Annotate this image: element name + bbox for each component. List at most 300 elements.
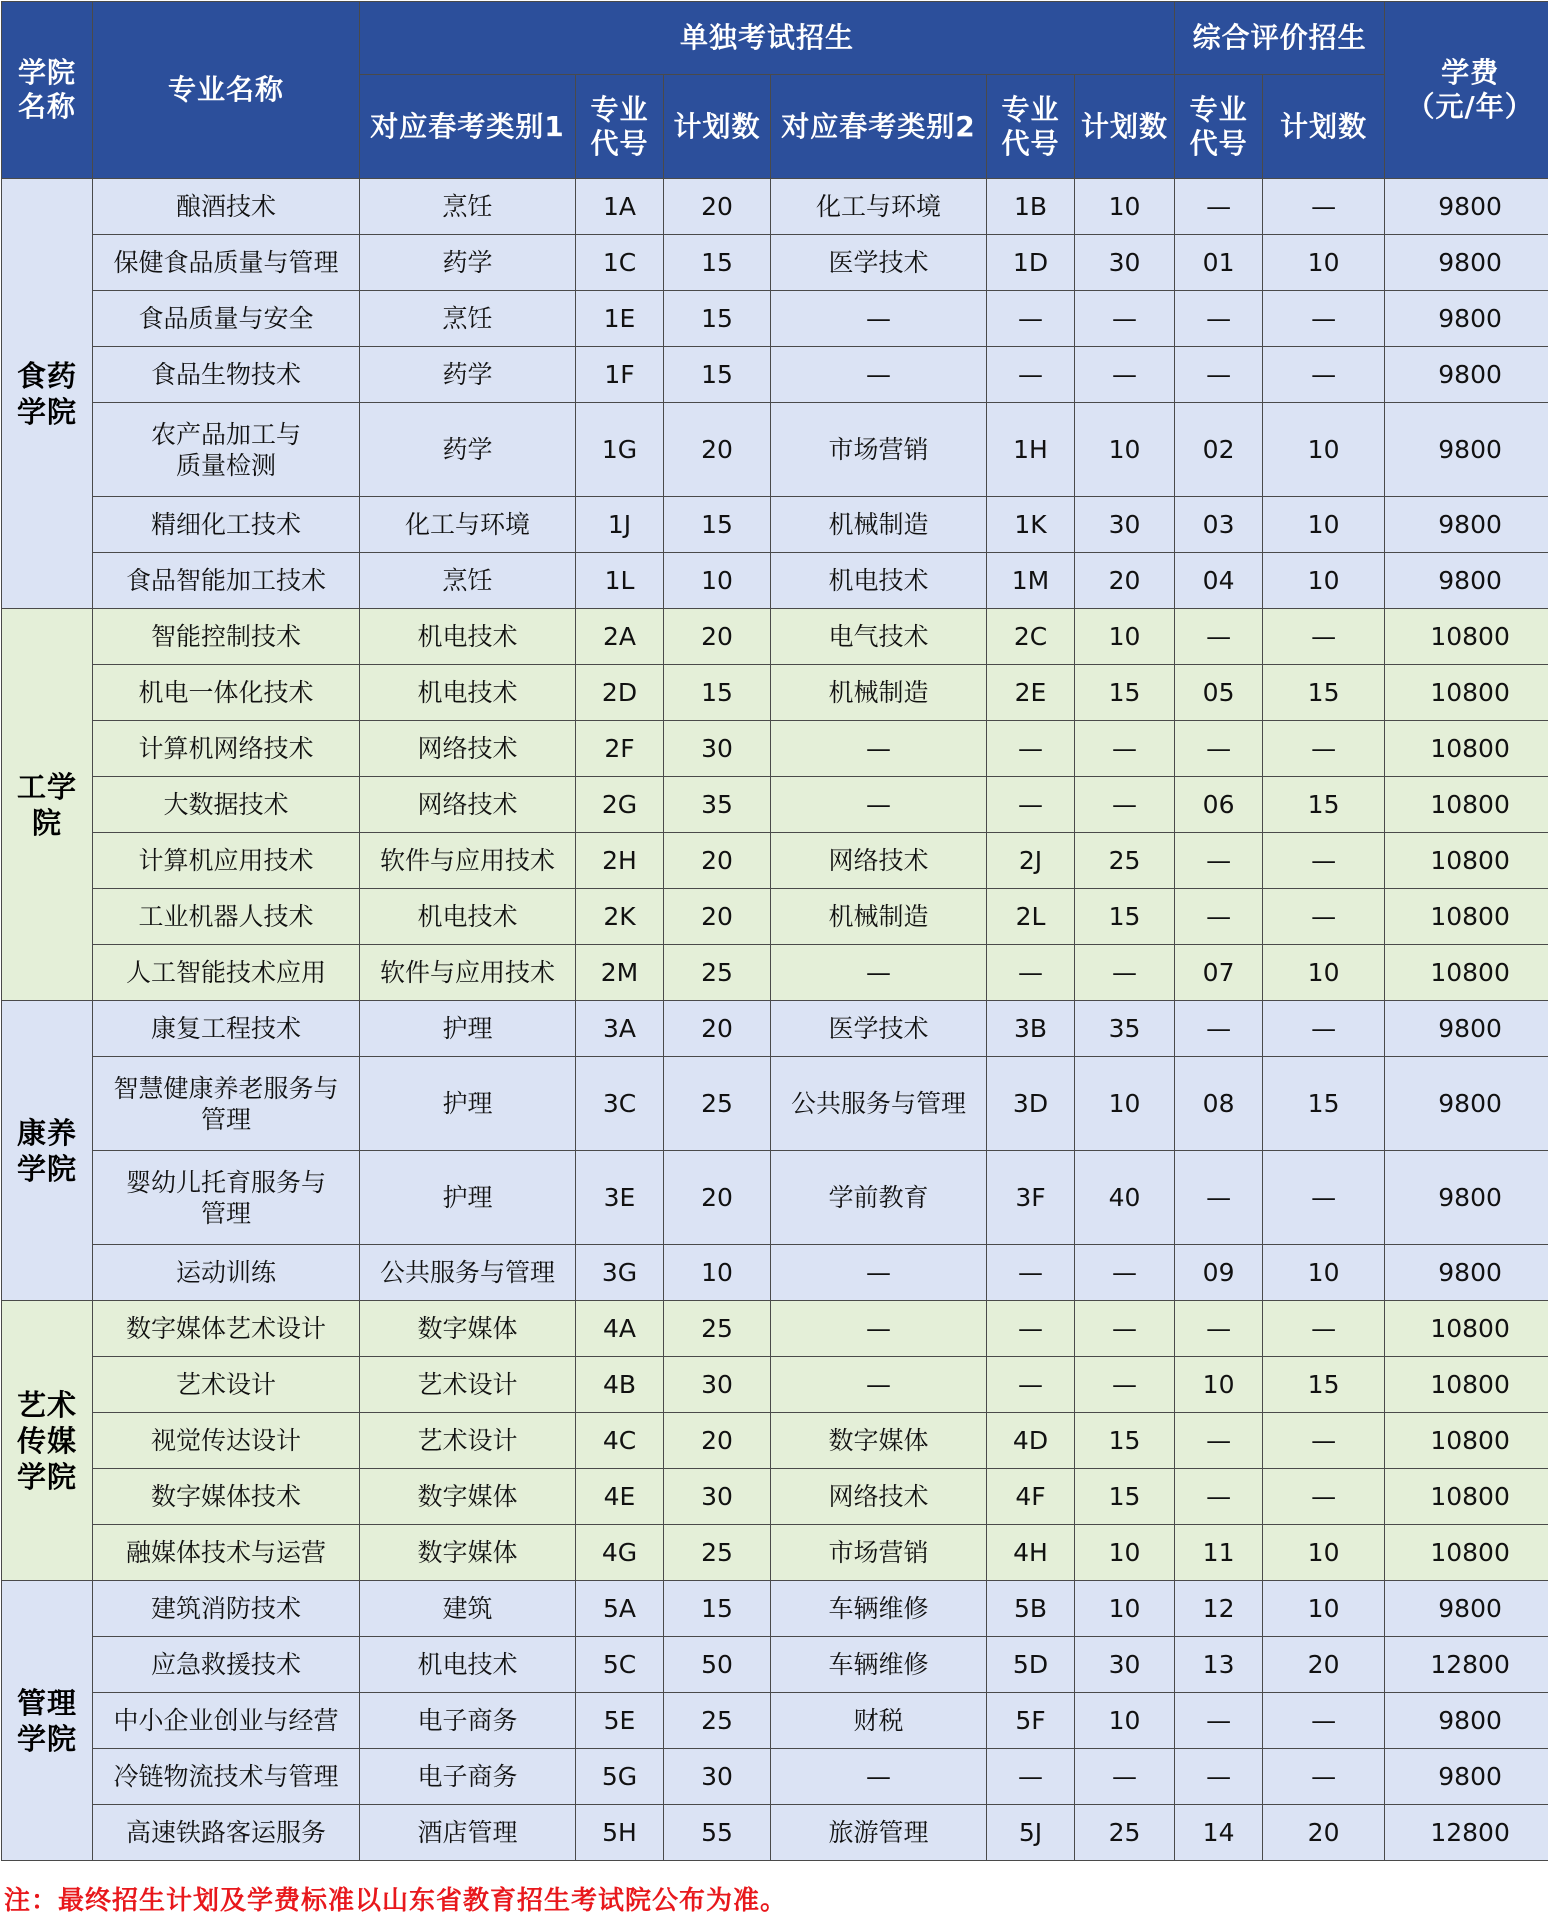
cell-code-3: — <box>1175 1151 1263 1245</box>
cell-category-2: 医学技术 <box>771 235 987 291</box>
cell-major: 应急救援技术 <box>93 1637 360 1693</box>
cell-major: 食品质量与安全 <box>93 291 360 347</box>
table-row <box>2 235 1548 291</box>
cell-plan-2: 15 <box>1075 665 1175 721</box>
cell-category-2: — <box>771 1301 987 1357</box>
cell-code-3: 13 <box>1175 1637 1263 1693</box>
table-row <box>2 1525 1548 1581</box>
cell-code-1: 3C <box>576 1057 664 1151</box>
cell-plan-1: 15 <box>664 497 771 553</box>
cell-tuition: 9800 <box>1385 1749 1548 1805</box>
cell-tuition: 10800 <box>1385 665 1548 721</box>
cell-plan-1: 20 <box>664 1413 771 1469</box>
cell-category-2: — <box>771 291 987 347</box>
cell-code-3: 05 <box>1175 665 1263 721</box>
cell-code-3: 06 <box>1175 777 1263 833</box>
cell-code-2: 5J <box>987 1805 1075 1861</box>
cell-code-2: 1H <box>987 403 1075 497</box>
cell-tuition: 10800 <box>1385 777 1548 833</box>
cell-plan-3: 10 <box>1263 235 1385 291</box>
table-row <box>2 1693 1548 1749</box>
cell-plan-1: 25 <box>664 1693 771 1749</box>
table-row <box>2 403 1548 497</box>
cell-category-1: 机电技术 <box>360 609 576 665</box>
cell-major: 数字媒体艺术设计 <box>93 1301 360 1357</box>
table-row <box>2 1057 1548 1151</box>
cell-code-2: — <box>987 1245 1075 1301</box>
cell-plan-1: 25 <box>664 945 771 1001</box>
table-row <box>2 497 1548 553</box>
cell-code-1: 3A <box>576 1001 664 1057</box>
cell-code-3: 04 <box>1175 553 1263 609</box>
table-row <box>2 889 1548 945</box>
cell-category-1: 艺术设计 <box>360 1413 576 1469</box>
cell-category-2: — <box>771 945 987 1001</box>
cell-code-3: — <box>1175 1413 1263 1469</box>
cell-code-3: 12 <box>1175 1581 1263 1637</box>
cell-code-3: — <box>1175 721 1263 777</box>
cell-plan-1: 20 <box>664 1001 771 1057</box>
college-name: 管理 学院 <box>2 1581 93 1861</box>
cell-category-2: 机电技术 <box>771 553 987 609</box>
cell-plan-2: — <box>1075 1749 1175 1805</box>
cell-code-2: 1D <box>987 235 1075 291</box>
cell-code-2: 3B <box>987 1001 1075 1057</box>
cell-code-1: 3E <box>576 1151 664 1245</box>
header-code-2: 专业 代号 <box>987 75 1075 179</box>
cell-category-2: 机械制造 <box>771 497 987 553</box>
cell-code-2: 1K <box>987 497 1075 553</box>
cell-category-1: 电子商务 <box>360 1693 576 1749</box>
cell-major: 食品智能加工技术 <box>93 553 360 609</box>
cell-category-2: — <box>771 721 987 777</box>
cell-code-2: 3F <box>987 1151 1075 1245</box>
cell-code-1: 2F <box>576 721 664 777</box>
cell-code-1: 4B <box>576 1357 664 1413</box>
cell-major: 工业机器人技术 <box>93 889 360 945</box>
cell-category-2: 公共服务与管理 <box>771 1057 987 1151</box>
cell-tuition: 9800 <box>1385 1001 1548 1057</box>
cell-tuition: 9800 <box>1385 235 1548 291</box>
cell-plan-2: 20 <box>1075 553 1175 609</box>
header-plan-1: 计划数 <box>664 75 771 179</box>
cell-plan-2: — <box>1075 777 1175 833</box>
cell-plan-3: 10 <box>1263 945 1385 1001</box>
cell-category-1: 软件与应用技术 <box>360 833 576 889</box>
cell-major: 食品生物技术 <box>93 347 360 403</box>
cell-plan-1: 10 <box>664 553 771 609</box>
cell-code-3: 08 <box>1175 1057 1263 1151</box>
table-row <box>2 833 1548 889</box>
cell-code-3: 14 <box>1175 1805 1263 1861</box>
cell-category-2: — <box>771 1749 987 1805</box>
cell-code-1: 1G <box>576 403 664 497</box>
cell-plan-1: 20 <box>664 179 771 235</box>
cell-plan-2: 25 <box>1075 1805 1175 1861</box>
cell-code-1: 2D <box>576 665 664 721</box>
cell-code-2: — <box>987 1301 1075 1357</box>
table-row <box>2 347 1548 403</box>
table-row <box>2 1581 1548 1637</box>
cell-plan-1: 35 <box>664 777 771 833</box>
cell-plan-1: 30 <box>664 721 771 777</box>
cell-plan-3: 15 <box>1263 777 1385 833</box>
cell-major: 酿酒技术 <box>93 179 360 235</box>
college-name: 工学 院 <box>2 609 93 1001</box>
cell-plan-1: 25 <box>664 1057 771 1151</box>
cell-code-1: 4E <box>576 1469 664 1525</box>
cell-code-2: 3D <box>987 1057 1075 1151</box>
cell-plan-3: 10 <box>1263 497 1385 553</box>
cell-category-1: 公共服务与管理 <box>360 1245 576 1301</box>
cell-code-2: — <box>987 721 1075 777</box>
cell-code-2: 2J <box>987 833 1075 889</box>
cell-plan-2: — <box>1075 945 1175 1001</box>
table-row <box>2 1151 1548 1245</box>
cell-category-2: 医学技术 <box>771 1001 987 1057</box>
cell-code-3: 11 <box>1175 1525 1263 1581</box>
cell-category-1: 护理 <box>360 1151 576 1245</box>
cell-code-1: 1A <box>576 179 664 235</box>
cell-code-2: — <box>987 777 1075 833</box>
cell-code-1: 1E <box>576 291 664 347</box>
cell-plan-3: — <box>1263 1469 1385 1525</box>
cell-category-1: 数字媒体 <box>360 1301 576 1357</box>
cell-code-3: — <box>1175 1749 1263 1805</box>
cell-plan-2: 15 <box>1075 1469 1175 1525</box>
cell-category-1: 建筑 <box>360 1581 576 1637</box>
cell-plan-3: — <box>1263 609 1385 665</box>
cell-category-1: 药学 <box>360 403 576 497</box>
cell-code-2: 1B <box>987 179 1075 235</box>
cell-plan-3: — <box>1263 721 1385 777</box>
cell-plan-3: 20 <box>1263 1805 1385 1861</box>
cell-plan-3: — <box>1263 1693 1385 1749</box>
cell-tuition: 10800 <box>1385 609 1548 665</box>
cell-plan-1: 20 <box>664 403 771 497</box>
cell-plan-3: 10 <box>1263 1581 1385 1637</box>
cell-plan-2: — <box>1075 1301 1175 1357</box>
table-row <box>2 1805 1548 1861</box>
cell-code-2: 2C <box>987 609 1075 665</box>
table-header <box>2 2 1548 179</box>
cell-major: 智慧健康养老服务与 管理 <box>93 1057 360 1151</box>
cell-category-2: 车辆维修 <box>771 1581 987 1637</box>
cell-category-2: — <box>771 777 987 833</box>
cell-plan-1: 30 <box>664 1469 771 1525</box>
cell-major: 精细化工技术 <box>93 497 360 553</box>
cell-plan-3: 10 <box>1263 1525 1385 1581</box>
table-row <box>2 1469 1548 1525</box>
cell-plan-3: — <box>1263 1151 1385 1245</box>
cell-tuition: 10800 <box>1385 721 1548 777</box>
cell-code-3: 01 <box>1175 235 1263 291</box>
table-body <box>2 179 1548 1861</box>
table-row <box>2 609 1548 665</box>
cell-tuition: 10800 <box>1385 1301 1548 1357</box>
cell-code-1: 3G <box>576 1245 664 1301</box>
cell-plan-1: 25 <box>664 1525 771 1581</box>
cell-code-1: 1J <box>576 497 664 553</box>
cell-plan-3: — <box>1263 889 1385 945</box>
table-row <box>2 665 1548 721</box>
cell-tuition: 9800 <box>1385 1245 1548 1301</box>
cell-code-1: 5A <box>576 1581 664 1637</box>
cell-major: 计算机应用技术 <box>93 833 360 889</box>
cell-major: 视觉传达设计 <box>93 1413 360 1469</box>
cell-code-2: — <box>987 945 1075 1001</box>
cell-category-2: 机械制造 <box>771 889 987 945</box>
cell-code-2: 5D <box>987 1637 1075 1693</box>
cell-plan-1: 15 <box>664 291 771 347</box>
cell-plan-3: 10 <box>1263 1245 1385 1301</box>
cell-plan-2: — <box>1075 347 1175 403</box>
cell-plan-2: 10 <box>1075 609 1175 665</box>
cell-major: 数字媒体技术 <box>93 1469 360 1525</box>
cell-tuition: 9800 <box>1385 553 1548 609</box>
cell-plan-3: 20 <box>1263 1637 1385 1693</box>
cell-code-1: 1C <box>576 235 664 291</box>
table-row <box>2 1637 1548 1693</box>
cell-plan-3: 15 <box>1263 665 1385 721</box>
cell-category-1: 护理 <box>360 1001 576 1057</box>
cell-plan-2: — <box>1075 1357 1175 1413</box>
cell-code-1: 4G <box>576 1525 664 1581</box>
cell-category-2: — <box>771 1245 987 1301</box>
cell-category-2: 市场营销 <box>771 1525 987 1581</box>
cell-code-1: 5H <box>576 1805 664 1861</box>
cell-plan-2: 30 <box>1075 235 1175 291</box>
cell-category-2: 学前教育 <box>771 1151 987 1245</box>
cell-code-2: 4D <box>987 1413 1075 1469</box>
cell-code-3: — <box>1175 1693 1263 1749</box>
cell-plan-1: 55 <box>664 1805 771 1861</box>
cell-code-3: — <box>1175 1301 1263 1357</box>
table-row <box>2 777 1548 833</box>
cell-plan-3: — <box>1263 1413 1385 1469</box>
cell-category-1: 烹饪 <box>360 553 576 609</box>
cell-category-1: 化工与环境 <box>360 497 576 553</box>
cell-plan-1: 25 <box>664 1301 771 1357</box>
cell-code-1: 5C <box>576 1637 664 1693</box>
cell-category-1: 酒店管理 <box>360 1805 576 1861</box>
cell-major: 智能控制技术 <box>93 609 360 665</box>
header-code-3: 专业 代号 <box>1175 75 1263 179</box>
header-tuition: 学费 （元/年） <box>1385 2 1548 179</box>
cell-plan-1: 15 <box>664 665 771 721</box>
cell-code-2: 5B <box>987 1581 1075 1637</box>
cell-code-2: 4H <box>987 1525 1075 1581</box>
header-code-1: 专业 代号 <box>576 75 664 179</box>
cell-plan-2: 15 <box>1075 889 1175 945</box>
cell-category-1: 机电技术 <box>360 889 576 945</box>
cell-category-2: 化工与环境 <box>771 179 987 235</box>
cell-category-1: 药学 <box>360 347 576 403</box>
cell-major: 运动训练 <box>93 1245 360 1301</box>
cell-code-3: — <box>1175 889 1263 945</box>
cell-category-1: 烹饪 <box>360 291 576 347</box>
cell-code-3: 07 <box>1175 945 1263 1001</box>
header-single-exam: 单独考试招生 <box>360 2 1175 75</box>
cell-category-2: 旅游管理 <box>771 1805 987 1861</box>
cell-code-2: 4F <box>987 1469 1075 1525</box>
cell-code-1: 2H <box>576 833 664 889</box>
cell-plan-2: 40 <box>1075 1151 1175 1245</box>
cell-tuition: 9800 <box>1385 291 1548 347</box>
cell-plan-3: — <box>1263 833 1385 889</box>
cell-major: 人工智能技术应用 <box>93 945 360 1001</box>
cell-code-1: 5E <box>576 1693 664 1749</box>
cell-code-3: — <box>1175 179 1263 235</box>
cell-plan-3: 15 <box>1263 1357 1385 1413</box>
table-row <box>2 721 1548 777</box>
cell-tuition: 9800 <box>1385 1057 1548 1151</box>
cell-code-3: — <box>1175 1001 1263 1057</box>
cell-code-2: 5F <box>987 1693 1075 1749</box>
cell-tuition: 10800 <box>1385 1413 1548 1469</box>
cell-category-2: 电气技术 <box>771 609 987 665</box>
cell-code-2: — <box>987 1749 1075 1805</box>
cell-plan-1: 30 <box>664 1357 771 1413</box>
cell-code-3: — <box>1175 1469 1263 1525</box>
cell-plan-2: 10 <box>1075 1581 1175 1637</box>
cell-code-1: 2A <box>576 609 664 665</box>
cell-category-1: 网络技术 <box>360 721 576 777</box>
cell-plan-3: — <box>1263 291 1385 347</box>
table-row <box>2 1001 1548 1057</box>
cell-major: 艺术设计 <box>93 1357 360 1413</box>
cell-tuition: 9800 <box>1385 403 1548 497</box>
cell-tuition: 9800 <box>1385 1151 1548 1245</box>
cell-code-2: 2L <box>987 889 1075 945</box>
cell-plan-2: 10 <box>1075 1525 1175 1581</box>
cell-code-2: 2E <box>987 665 1075 721</box>
cell-plan-2: 10 <box>1075 1057 1175 1151</box>
college-name: 康养 学院 <box>2 1001 93 1301</box>
cell-plan-3: 10 <box>1263 403 1385 497</box>
cell-major: 保健食品质量与管理 <box>93 235 360 291</box>
table-row <box>2 553 1548 609</box>
footnote: 注：最终招生计划及学费标准以山东省教育招生考试院公布为准。 <box>4 1886 788 1916</box>
cell-plan-2: 10 <box>1075 1693 1175 1749</box>
cell-tuition: 10800 <box>1385 945 1548 1001</box>
college-name: 艺术 传媒 学院 <box>2 1301 93 1581</box>
cell-tuition: 10800 <box>1385 1469 1548 1525</box>
cell-tuition: 9800 <box>1385 1693 1548 1749</box>
cell-plan-2: — <box>1075 1245 1175 1301</box>
cell-plan-3: — <box>1263 1001 1385 1057</box>
cell-code-1: 5G <box>576 1749 664 1805</box>
cell-plan-2: 30 <box>1075 1637 1175 1693</box>
cell-category-1: 数字媒体 <box>360 1469 576 1525</box>
cell-tuition: 9800 <box>1385 1581 1548 1637</box>
cell-code-1: 1F <box>576 347 664 403</box>
cell-category-1: 护理 <box>360 1057 576 1151</box>
cell-code-3: — <box>1175 609 1263 665</box>
cell-code-2: — <box>987 1357 1075 1413</box>
header-college: 学院 名称 <box>2 2 93 179</box>
cell-plan-2: 10 <box>1075 403 1175 497</box>
cell-plan-1: 30 <box>664 1749 771 1805</box>
cell-category-1: 药学 <box>360 235 576 291</box>
cell-plan-1: 50 <box>664 1637 771 1693</box>
cell-plan-1: 20 <box>664 889 771 945</box>
cell-tuition: 10800 <box>1385 889 1548 945</box>
table-row <box>2 179 1548 235</box>
cell-code-3: — <box>1175 347 1263 403</box>
cell-tuition: 9800 <box>1385 179 1548 235</box>
cell-plan-1: 15 <box>664 1581 771 1637</box>
table-row <box>2 945 1548 1001</box>
cell-plan-2: 10 <box>1075 179 1175 235</box>
cell-tuition: 12800 <box>1385 1637 1548 1693</box>
cell-tuition: 10800 <box>1385 1357 1548 1413</box>
cell-plan-2: — <box>1075 291 1175 347</box>
cell-category-2: — <box>771 1357 987 1413</box>
cell-major: 高速铁路客运服务 <box>93 1805 360 1861</box>
cell-category-2: — <box>771 347 987 403</box>
cell-plan-2: 35 <box>1075 1001 1175 1057</box>
cell-tuition: 10800 <box>1385 833 1548 889</box>
cell-category-1: 烹饪 <box>360 179 576 235</box>
cell-category-1: 数字媒体 <box>360 1525 576 1581</box>
cell-major: 中小企业创业与经营 <box>93 1693 360 1749</box>
cell-plan-3: 15 <box>1263 1057 1385 1151</box>
table-row <box>2 1749 1548 1805</box>
table-row <box>2 291 1548 347</box>
cell-plan-3: — <box>1263 1301 1385 1357</box>
cell-plan-3: — <box>1263 347 1385 403</box>
header-major: 专业名称 <box>93 2 360 179</box>
header-category-2: 对应春考类别2 <box>771 75 987 179</box>
cell-category-2: 车辆维修 <box>771 1637 987 1693</box>
table-row <box>2 1245 1548 1301</box>
cell-tuition: 12800 <box>1385 1805 1548 1861</box>
cell-category-2: 市场营销 <box>771 403 987 497</box>
cell-category-1: 机电技术 <box>360 1637 576 1693</box>
header-category-1: 对应春考类别1 <box>360 75 576 179</box>
cell-major: 建筑消防技术 <box>93 1581 360 1637</box>
cell-major: 机电一体化技术 <box>93 665 360 721</box>
cell-category-2: 机械制造 <box>771 665 987 721</box>
table-row <box>2 1357 1548 1413</box>
cell-code-3: — <box>1175 833 1263 889</box>
cell-category-1: 机电技术 <box>360 665 576 721</box>
cell-tuition: 9800 <box>1385 497 1548 553</box>
cell-major: 婴幼儿托育服务与 管理 <box>93 1151 360 1245</box>
cell-code-3: — <box>1175 291 1263 347</box>
cell-plan-3: — <box>1263 1749 1385 1805</box>
cell-major: 计算机网络技术 <box>93 721 360 777</box>
cell-plan-1: 15 <box>664 347 771 403</box>
cell-category-2: 财税 <box>771 1693 987 1749</box>
cell-code-1: 4C <box>576 1413 664 1469</box>
cell-major: 融媒体技术与运营 <box>93 1525 360 1581</box>
cell-code-2: — <box>987 347 1075 403</box>
cell-plan-1: 10 <box>664 1245 771 1301</box>
admissions-table <box>1 1 1548 1861</box>
header-plan-2: 计划数 <box>1075 75 1175 179</box>
cell-category-1: 艺术设计 <box>360 1357 576 1413</box>
cell-major: 大数据技术 <box>93 777 360 833</box>
cell-code-3: 03 <box>1175 497 1263 553</box>
cell-plan-2: 25 <box>1075 833 1175 889</box>
cell-category-1: 网络技术 <box>360 777 576 833</box>
cell-code-3: 02 <box>1175 403 1263 497</box>
cell-plan-2: 30 <box>1075 497 1175 553</box>
college-name: 食药 学院 <box>2 179 93 609</box>
cell-category-1: 电子商务 <box>360 1749 576 1805</box>
